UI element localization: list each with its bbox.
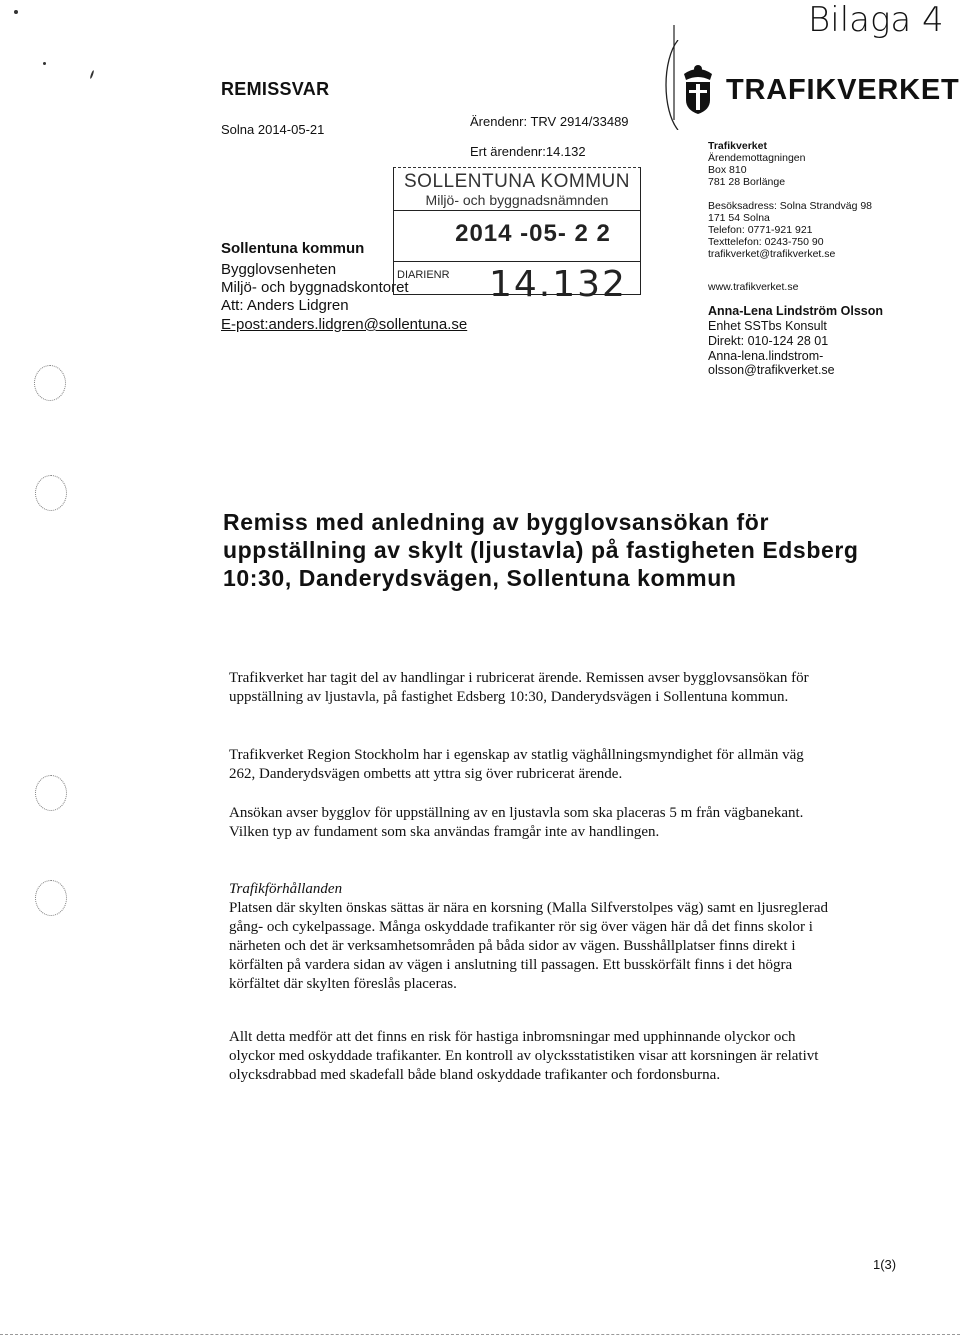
- document-heading: Remiss med anledning av bygglovsansökan för uppställning av skylt (ljustavla) på fastigheten Edsberg 10:30, Danderydsvägen, Sollentuna kommun: [223, 509, 859, 591]
- punch-hole: [35, 475, 67, 511]
- sender-info-line: Telefon: 0771-921 921: [708, 224, 813, 236]
- case-number: Ärendenr: TRV 2914/33489: [470, 114, 629, 129]
- trafikverket-logo: [676, 60, 960, 120]
- stamp-diarienr-label: DIARIENR: [397, 269, 450, 281]
- contact-unit: Enhet SSTbs Konsult: [708, 319, 827, 333]
- logo-wordmark: TRAFIKVERKET: [726, 74, 960, 106]
- sender-info-line: Box 810: [708, 164, 747, 176]
- punch-hole: [35, 775, 67, 811]
- stamp-date: 2014 -05- 2 2: [455, 220, 611, 247]
- document-type-title: REMISSVAR: [221, 79, 330, 99]
- recipient-line: Att: Anders Lidgren: [221, 297, 349, 314]
- annex-note: Bilaga 4: [808, 0, 944, 40]
- stamp-subtitle: Miljö- och byggnadsnämnden: [425, 192, 609, 208]
- sender-info-line: Trafikverket: [708, 140, 767, 152]
- body-paragraph: Trafikverket har tagit del av handlingar i rubricerat ärende. Remissen avser bygglovsansökan för uppställning av ljustavla, på fastighet Edsberg 10:30, Danderydsvägen i Sollentuna kommun.: [229, 670, 809, 705]
- sender-info-line: Ärendemottagningen: [708, 152, 806, 164]
- stamp-handwritten-number: 14.132: [489, 264, 627, 305]
- sender-website[interactable]: www.trafikverket.se: [708, 281, 799, 293]
- received-stamp: [393, 167, 641, 305]
- stamp-title: SOLLENTUNA KOMMUN: [404, 171, 630, 192]
- sender-info-line: Texttelefon: 0243-750 90: [708, 236, 824, 248]
- sender-email[interactable]: trafikverket@trafikverket.se: [708, 248, 836, 260]
- crown-emblem-icon: [676, 60, 720, 116]
- recipient-line: Miljö- och byggnadskontoret: [221, 279, 409, 296]
- scan-speck: [14, 10, 18, 14]
- recipient-line: Sollentuna kommun: [221, 240, 365, 257]
- punch-hole: [34, 365, 66, 401]
- sender-info-line: Besöksadress: Solna Strandväg 98: [708, 200, 873, 212]
- section-paragraph: Allt detta medför att det finns en risk för hastiga inbromsningar med upphinnande olyckor och olyckor med oskyddade trafikanter. En kontroll av olycksstatistiken visar att korsningen är relativt olycksdrabbad med skadefall både bland oskyddade trafikanter och fordonsburna.: [229, 1029, 819, 1083]
- section-paragraph: Platsen där skylten önskas sättas är nära en korsning (Malla Silfverstolpes väg) samt en ljusreglerad gång- och cykelpassage. Många oskyddade trafikanter rör sig över vägen här då det finns skolor i närheten och det är verksamhetsområden på båda sidor av vägen. Busshållplatser finns direkt i körfälten på vardera sidan av vägen i anslutning till passagen. Ett busskörfält finns i det högra körfältet där skylten föreslås placeras.: [229, 900, 829, 992]
- your-case-number: Ert ärendenr:14.132: [470, 144, 586, 159]
- scan-speck: [43, 62, 46, 65]
- contact-email-line[interactable]: olsson@trafikverket.se: [708, 363, 835, 377]
- page-number: 1(3): [873, 1257, 897, 1272]
- contact-phone: Direkt: 010-124 28 01: [708, 334, 829, 348]
- body-paragraph: Ansökan avser bygglov för uppställning av en ljustavla som ska placeras 5 m från vägbanekant. Vilken typ av fundament som ska användas framgår inte av handlingen.: [229, 805, 804, 840]
- sender-info-line: 171 54 Solna: [708, 212, 770, 224]
- recipient-line: Bygglovsenheten: [221, 261, 337, 278]
- recipient-email[interactable]: E-post:anders.lidgren@sollentuna.se: [221, 316, 468, 333]
- body-paragraph: Trafikverket Region Stockholm har i egenskap av statlig väghållningsmyndighet för allmän väg 262, Danderydsvägen ombetts att yttra sig över rubricerat ärende.: [229, 747, 804, 782]
- punch-hole: [35, 880, 67, 916]
- stamp-divider: [393, 210, 641, 211]
- contact-email-line[interactable]: Anna-lena.lindstrom-: [708, 349, 824, 363]
- sender-info-line: 781 28 Borlänge: [708, 176, 786, 188]
- stamp-divider: [393, 261, 641, 262]
- date-line: Solna 2014-05-21: [221, 122, 325, 137]
- scan-edge-line: [0, 1334, 960, 1335]
- contact-name: Anna-Lena Lindström Olsson: [708, 304, 884, 318]
- section-title: Trafikförhållanden: [229, 881, 343, 897]
- scan-speck: [90, 70, 95, 79]
